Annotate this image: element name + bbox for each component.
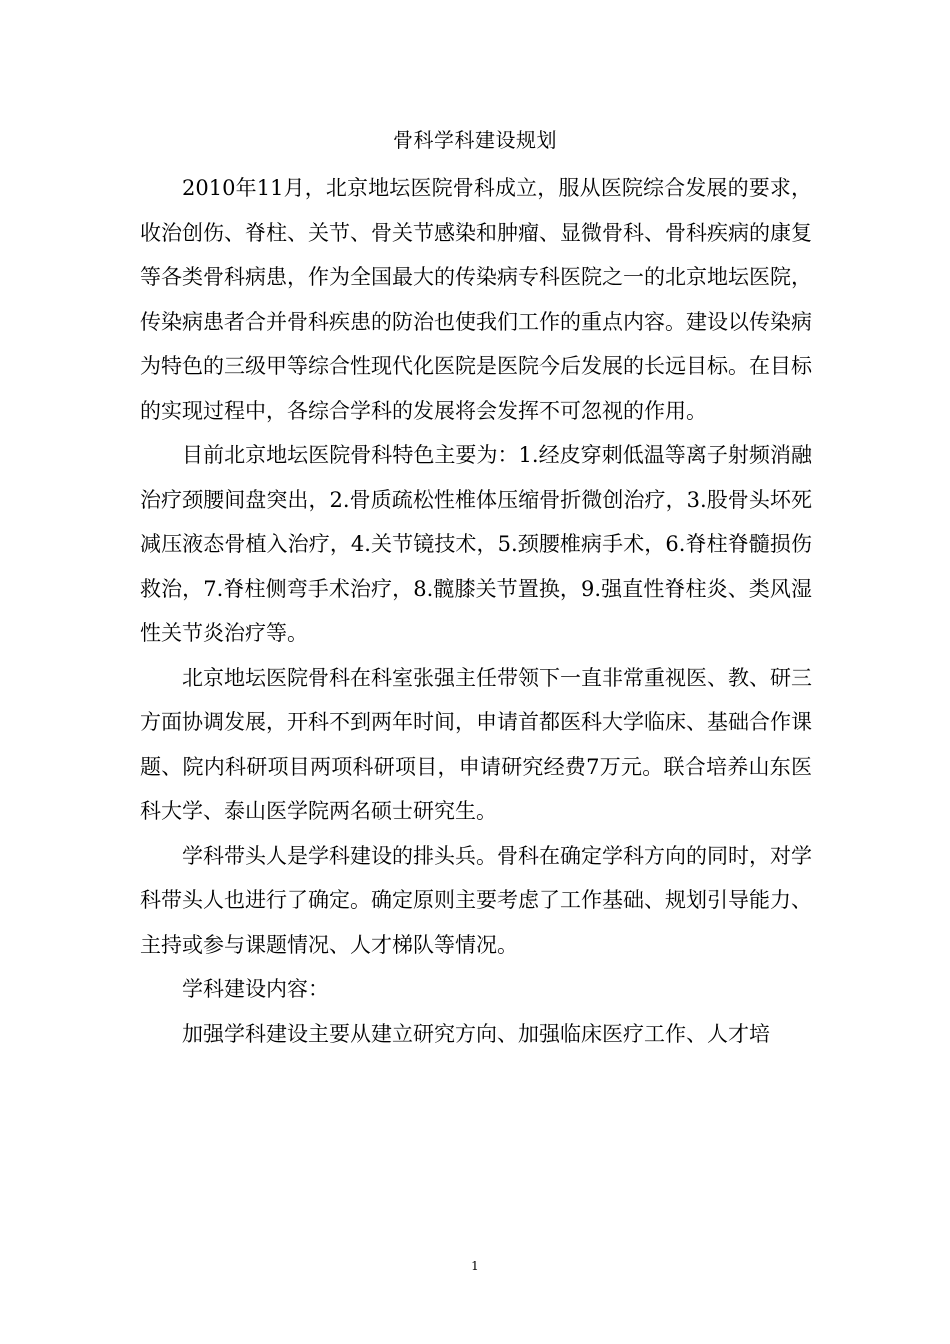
paragraph-specialties: 目前北京地坛医院骨科特色主要为：1.经皮穿刺低温等离子射频消融治疗颈腰间盘突出，2.骨质疏松性椎体压缩骨折微创治疗，3.股骨头坏死减压液态骨植入治疗，4.关节镜技术，5.颈腰椎病手术，6.脊柱脊髓损伤救治，7.脊柱侧弯手术治疗，8.髋膝关节置换，9.强直性脊柱炎、类风湿性关节炎治疗等。 (140, 443, 812, 645)
paragraph-research: 北京地坛医院骨科在科室张强主任带领下一直非常重视医、教、研三方面协调发展，开科不到两年时间，申请首都医科大学临床、基础合作课题、院内科研项目两项科研项目，申请研究经费7万元。联合培养山东医科大学、泰山医学院两名硕士研究生。 (140, 665, 812, 823)
document-body (140, 166, 812, 1056)
page-number: 1 (471, 1259, 479, 1273)
paragraph-content-heading: 学科建设内容： (182, 977, 329, 1001)
paragraph-leadership: 学科带头人是学科建设的排头兵。骨科在确定学科方向的同时，对学科带头人也进行了确定。确定原则主要考虑了工作基础、规划引导能力、主持或参与课题情况、人才梯队等情况。 (140, 843, 812, 957)
document-title: 骨科学科建设规划 (393, 128, 557, 152)
paragraph-content-intro: 加强学科建设主要从建立研究方向、加强临床医疗工作、人才培 (182, 1021, 770, 1046)
paragraph-founding: 2010年11月，北京地坛医院骨科成立，服从医院综合发展的要求，收治创伤、脊柱、关节、骨关节感染和肿瘤、显微骨科、骨科疾病的康复等各类骨科病患，作为全国最大的传染病专科医院之一的北京地坛医院，传染病患者合并骨科疾患的防治也使我们工作的重点内容。建设以传染病为特色的三级甲等综合性现代化医院是医院今后发展的长远目标。在目标的实现过程中，各综合学科的发展将会发挥不可忽视的作用。 (140, 176, 812, 423)
